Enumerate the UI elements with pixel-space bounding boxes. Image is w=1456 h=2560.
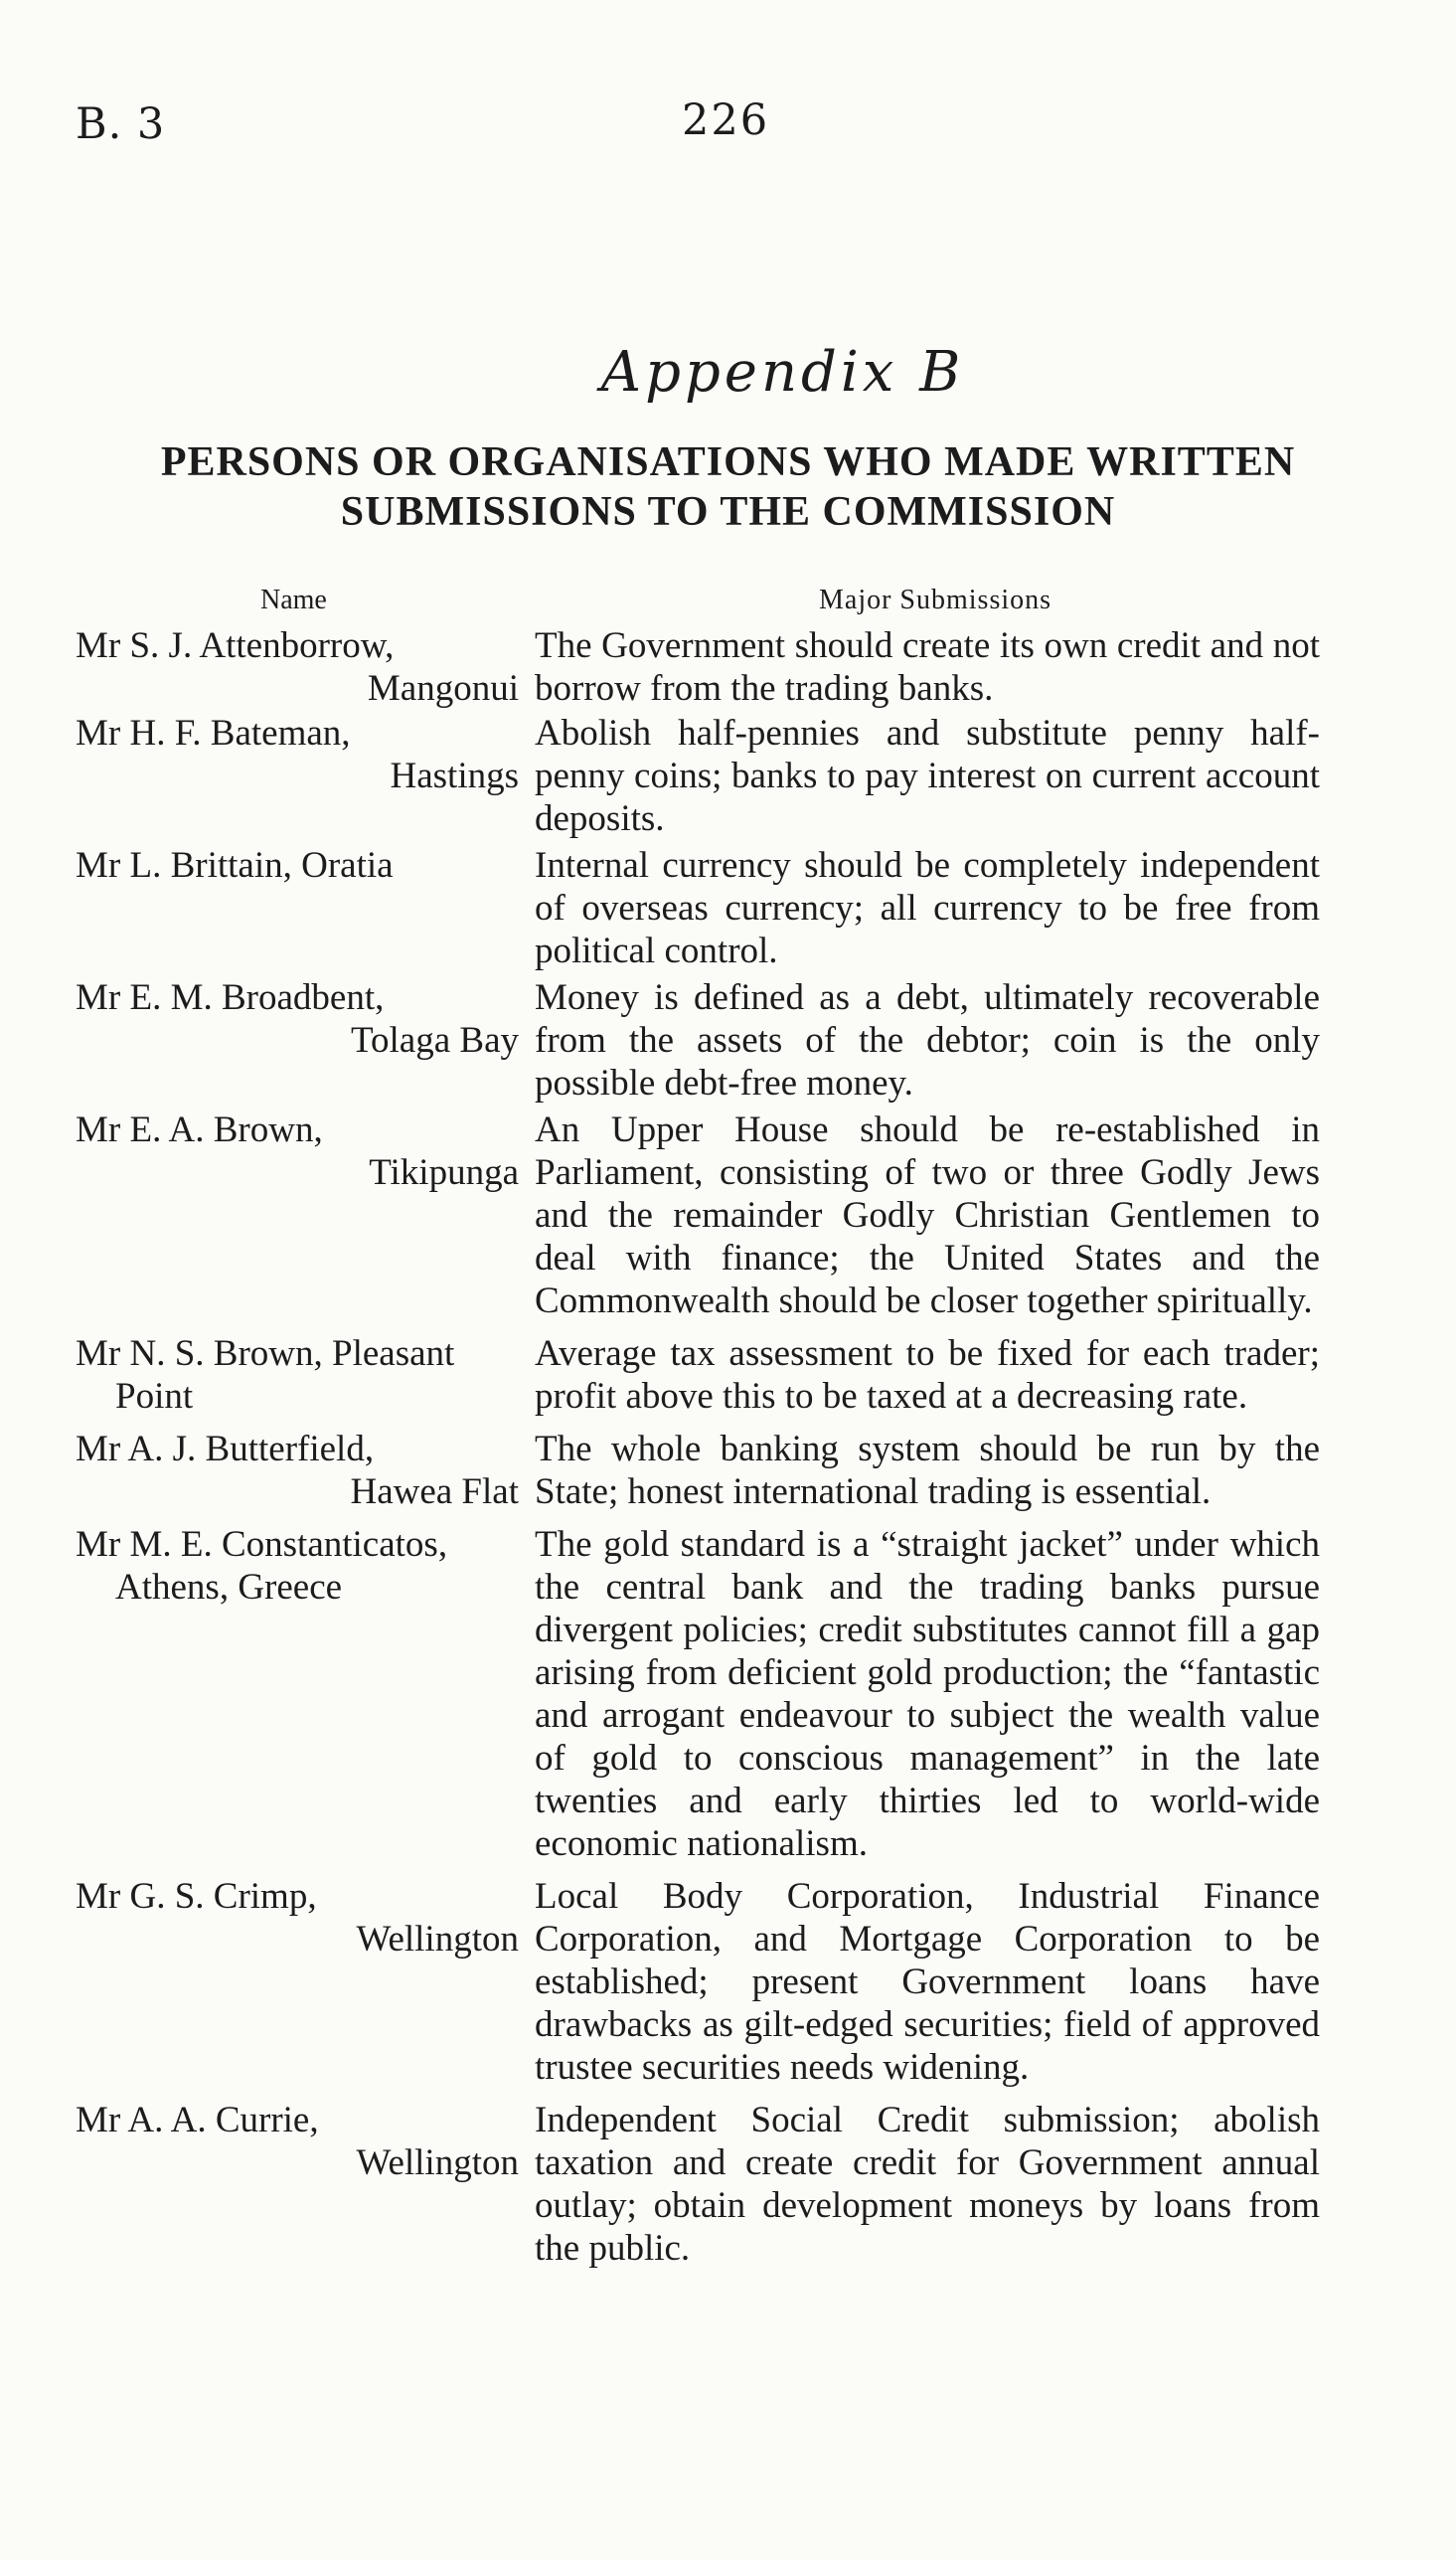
submitter-name [76,1875,525,2089]
submitter-name [76,2099,525,2270]
submission-text: The gold standard is a “straight jacket” under which the central bank and the trading banks pursue divergent policies; credit substitutes cannot fill a gap arising from deficient gold production; the “fantastic and arrogant endeavour to subject the wealth value of gold to conscious management” in the late twenties and early thirties led to world-wide economic nationalism. [535,1524,1320,1864]
submitter-line: Mr G. S. Crimp, [76,1876,317,1917]
submitter-name [76,624,525,710]
submission-entry [76,1109,1368,1322]
submitter-place: Hawea Flat [350,1471,519,1512]
series-label: B. 3 [76,99,166,149]
submission-text: Money is defined as a debt, ultimately recoverable from the assets of the debtor; coin is the only possible debt-free money. [535,977,1320,1104]
submitter-place: Mangonui [367,668,519,709]
submission-text: The whole banking system should be run by the State; honest international trading is essential. [535,1429,1320,1512]
submission-text: Internal currency should be completely independent of overseas currency; all currency to be free from political control. [535,845,1320,971]
submission-entry [76,844,1368,972]
page-heading: PERSONS OR ORGANISATIONS WHO MADE WRITTEN SUBMISSIONS TO THE COMMISSION [160,439,1296,535]
submitter-place: Wellington [356,2142,519,2183]
submitter-name [76,1109,525,1322]
submission-text: Abolish half-pennies and substitute penny half-penny coins; banks to pay interest on current account deposits. [535,713,1320,839]
submitter-place: Athens, Greece [115,1567,343,1608]
submitter-name [76,1332,525,1418]
submitter-name [76,844,525,972]
submitter-name [76,976,525,1105]
column-header-name: Name [260,585,327,615]
submitter-name [76,1428,525,1513]
submitter-name [76,1523,525,1865]
submitter-line: Mr A. J. Butterfield, [76,1429,375,1469]
submitter-line: Mr E. M. Broadbent, [76,977,385,1018]
submitter-name [76,712,525,840]
submitter-place: Wellington [356,1919,519,1960]
column-header-major: Major Submissions [819,585,1052,615]
submitter-line: Mr E. A. Brown, [76,1109,323,1150]
submitter-line: Mr M. E. Constanticatos, [76,1524,448,1565]
submission-entry [76,1523,1368,1865]
submission-entry [76,2099,1368,2270]
submitter-line: Mr L. Brittain, Oratia [76,845,394,886]
submitter-line: Mr A. A. Currie, [76,2100,319,2140]
submissions-list [76,624,1368,2270]
submitter-line: Mr S. J. Attenborrow, [76,625,395,666]
submission-text: Average tax assessment to be fixed for each trader; profit above this to be taxed at a decreasing rate. [535,1333,1320,1417]
appendix-title: Appendix B [600,340,965,405]
submission-entry [76,1332,1368,1418]
submitter-place: Tolaga Bay [351,1020,519,1061]
submission-entry [76,976,1368,1105]
submitter-place: Point [115,1376,194,1417]
page-number: 226 [682,95,770,145]
submitter-line: Mr N. S. Brown, Pleasant [76,1333,455,1374]
submission-entry [76,624,1368,710]
submitter-place: Hastings [390,756,519,796]
submission-text: Local Body Corporation, Industrial Finance Corporation, and Mortgage Corporation to be established; present Government loans have drawbacks as gilt-edged securities; field of approved trustee securities needs widening. [535,1876,1320,2088]
submitter-place: Tikipunga [369,1152,519,1193]
submission-entry [76,1428,1368,1513]
submitter-line: Mr H. F. Bateman, [76,713,351,754]
submission-entry [76,1875,1368,2089]
submission-entry [76,712,1368,840]
submission-text: Independent Social Credit submission; abolish taxation and create credit for Government annual outlay; obtain development moneys by loans from the public. [535,2100,1320,2269]
submission-text: The Government should create its own credit and not borrow from the trading banks. [535,625,1320,709]
submission-text: An Upper House should be re-established in Parliament, consisting of two or three Godly Jews and the remainder Godly Christian Gentlemen to deal with finance; the United States and the Commonwealth should be closer together spiritually. [535,1109,1320,1321]
